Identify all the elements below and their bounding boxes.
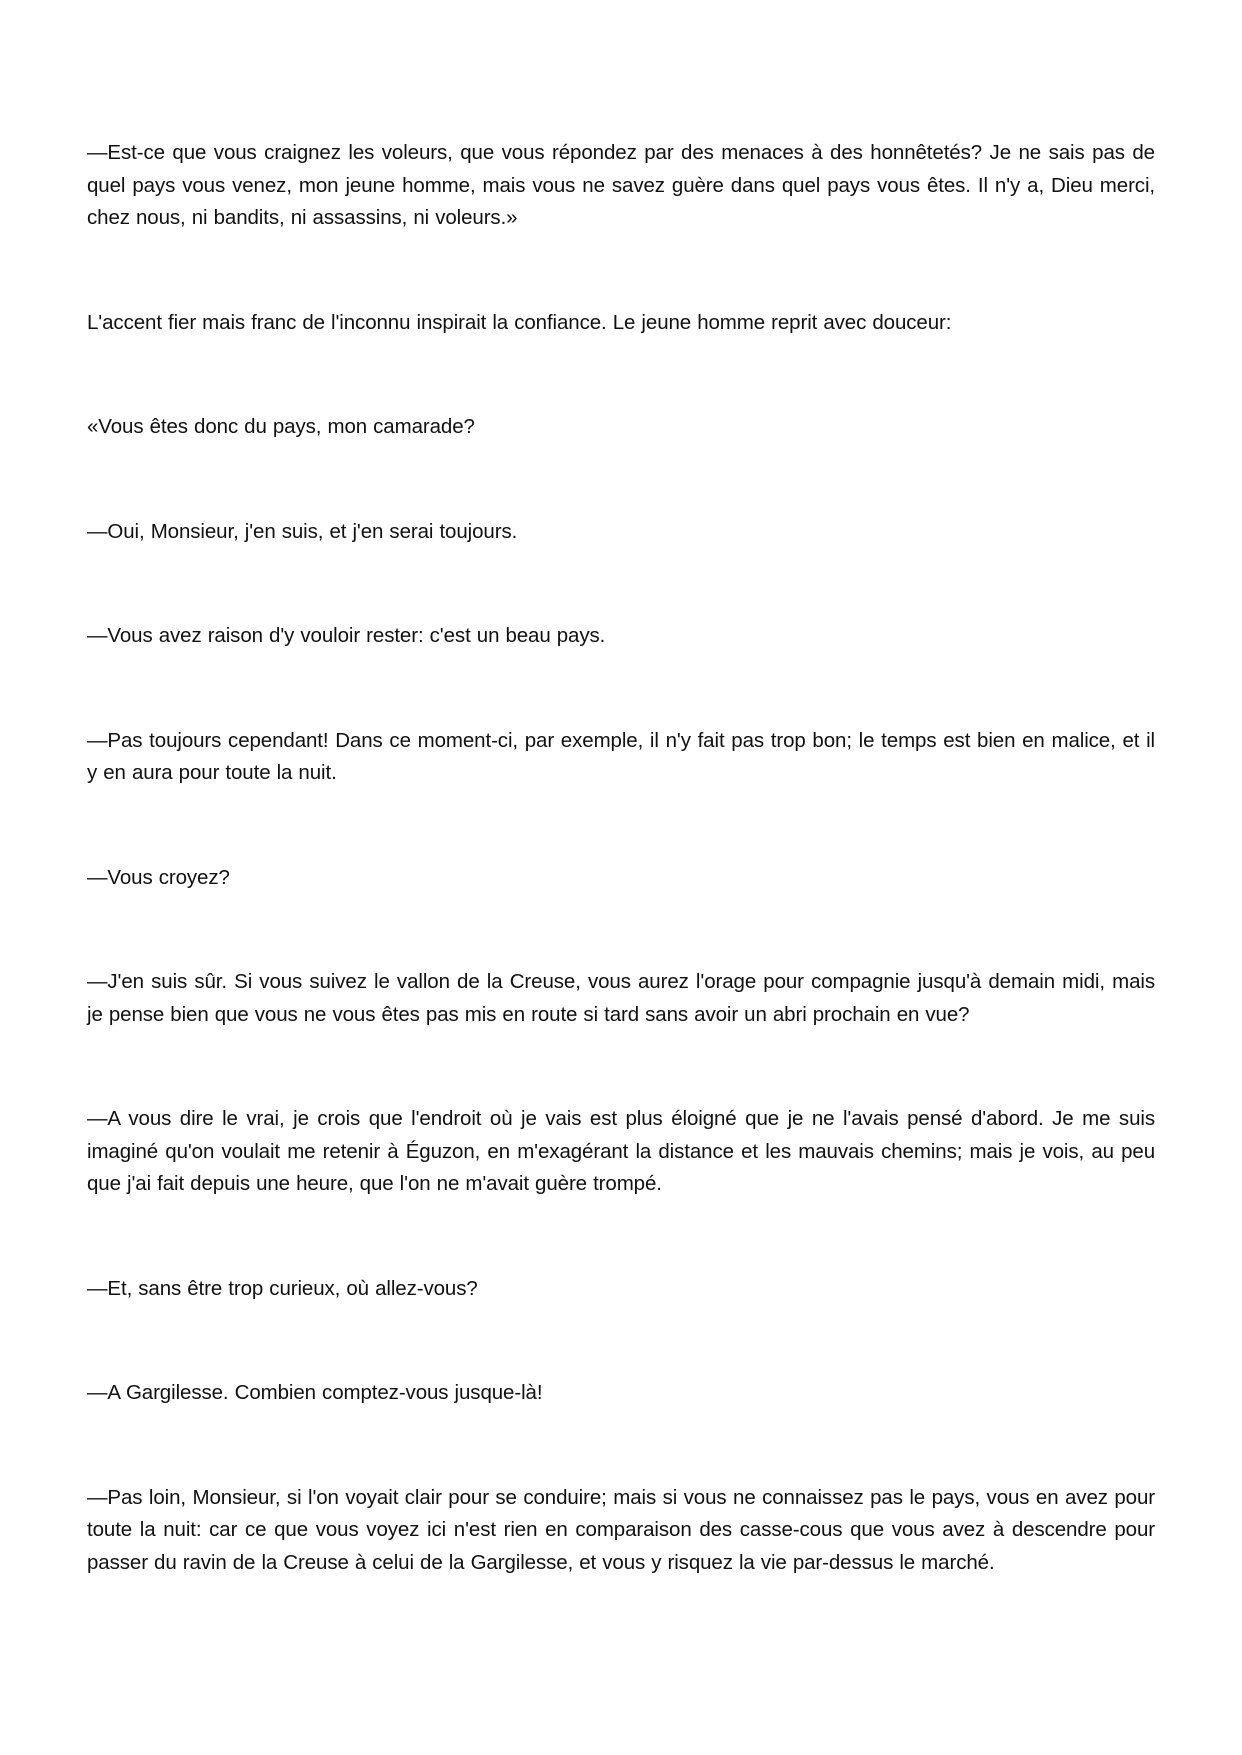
- paragraph: —Pas toujours cependant! Dans ce moment-ci, par exemple, il n'y fait pas trop bon; le temps est bien en malice, et il y en aura pour toute la nuit.: [87, 728, 1155, 784]
- paragraph: —Est-ce que vous craignez les voleurs, que vous répondez par des menaces à des honnêtetés? Je ne sais pas de quel pays vous venez, mon jeune homme, mais vous ne savez guère dans quel pays vous êtes. Il n'y a, Dieu merci, chez nous, ni bandits, ni assassins, ni voleurs.»: [87, 141, 1155, 229]
- paragraph: —J'en suis sûr. Si vous suivez le vallon de la Creuse, vous aurez l'orage pour compagnie jusqu'à demain midi, mais je pense bien que vous ne vous êtes pas mis en route si tard sans avoir un abri prochain en vue?: [87, 970, 1155, 1026]
- paragraph: —Vous avez raison d'y vouloir rester: c'est un beau pays.: [87, 624, 606, 647]
- paragraph: —Oui, Monsieur, j'en suis, et j'en serai toujours.: [87, 519, 518, 543]
- paragraph: —Vous croyez?: [87, 865, 230, 889]
- paragraph: «Vous êtes donc du pays, mon camarade?: [87, 415, 475, 438]
- page-content: [87, 137, 1155, 1579]
- paragraph: —Pas loin, Monsieur, si l'on voyait clair pour se conduire; mais si vous ne connaissez pas le pays, vous en avez pour toute la nuit: car ce que vous voyez ici n'est rien en comparaison des casse-cous que vous avez à descendre pour passer du ravin de la Creuse à celui de la Gargilesse, et vous y risquez la vie par-dessus le marché.: [87, 1485, 1155, 1574]
- paragraph: L'accent fier mais franc de l'inconnu inspirait la confiance. Le jeune homme reprit avec douceur:: [87, 310, 952, 334]
- paragraph: —A Gargilesse. Combien comptez-vous jusque-là!: [87, 1381, 543, 1404]
- paragraph: —Et, sans être trop curieux, où allez-vous?: [87, 1276, 478, 1300]
- paragraph: —A vous dire le vrai, je crois que l'endroit où je vais est plus éloigné que je ne l'avais pensé d'abord. Je me suis imaginé qu'on voulait me retenir à Éguzon, en m'exagérant la distance et les mauvais chemins; mais je vois, au peu que j'ai fait depuis une heure, que l'on ne m'avait guère trompé.: [87, 1107, 1155, 1195]
